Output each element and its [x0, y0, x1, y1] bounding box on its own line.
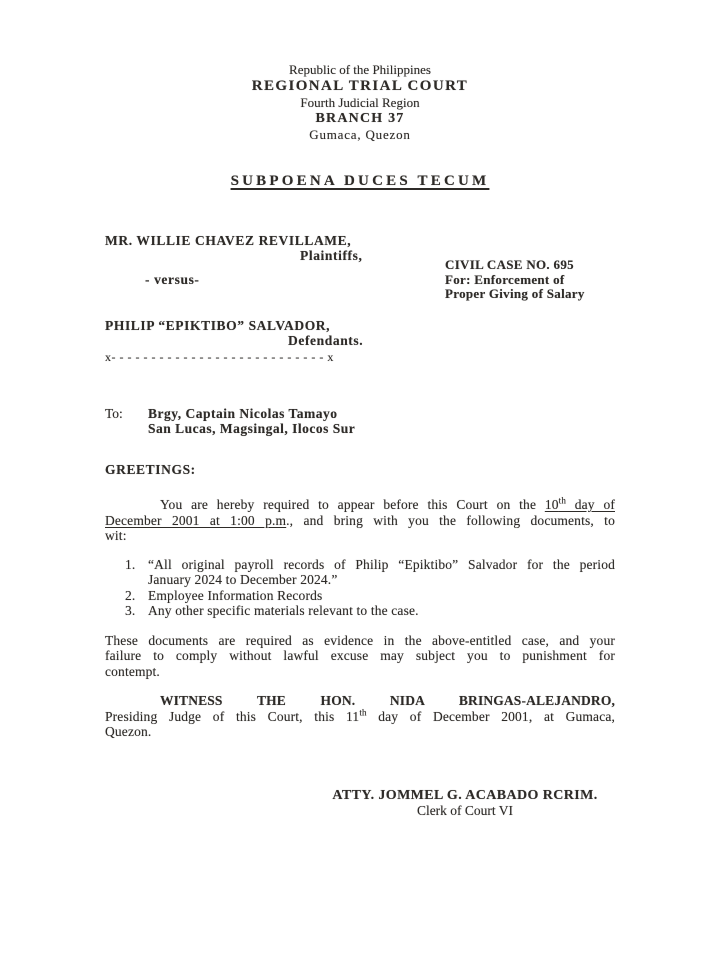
judicial-region-line: Fourth Judicial Region	[300, 95, 420, 110]
list-item-2	[105, 588, 615, 604]
witness-line-2: Presiding Judge of this Court, this 11th day of December 2001, at Gumaca,	[105, 707, 616, 724]
ordinal-superscript: th	[558, 495, 566, 506]
signature-block	[315, 788, 615, 819]
recipient-address	[148, 406, 355, 436]
to-label: To:	[105, 406, 123, 421]
republic-line: Republic of the Philippines	[289, 62, 431, 77]
contempt-paragraph	[105, 633, 615, 680]
defendant-name: PHILIP “EPIKTIBO” SALVADOR,	[105, 318, 331, 333]
witness-judge-name: WITNESS THE HON. NIDA BRINGAS-ALEJANDRO,	[160, 693, 615, 708]
contempt-line-2: failure to comply without lawful excuse may subject you to punishment for	[105, 648, 615, 663]
recipient-name-line: Brgy, Captain Nicolas Tamayo	[148, 406, 338, 421]
versus-label: - versus-	[145, 272, 200, 287]
case-nature-line2: Proper Giving of Salary	[445, 286, 585, 301]
documents-list	[105, 557, 615, 619]
court-location: Gumaca, Quezon	[309, 127, 411, 142]
ordinal-superscript: th	[359, 707, 367, 717]
list-number: 2.	[125, 587, 136, 603]
appearance-line-2: December 2001 at 1:00 p.m., and bring with you the following documents, to	[105, 512, 615, 528]
list-number: 3.	[125, 603, 136, 618]
list-number: 1.	[125, 556, 136, 572]
signatory-title: Clerk of Court VI	[416, 803, 514, 818]
case-info-block	[445, 258, 585, 302]
list-item-1-line-1: “All original payroll records of Philip “Epiktibo” Salvador for the period	[148, 556, 615, 572]
list-item-1	[105, 557, 615, 588]
case-number: CIVIL CASE NO. 695	[445, 257, 574, 272]
list-item-3-line-1: Any other specific materials relevant to the case.	[148, 603, 419, 618]
appearance-paragraph	[105, 497, 615, 544]
list-item-2-line-1: Employee Information Records	[148, 587, 323, 603]
list-item-3	[105, 603, 615, 619]
document-title: SUBPOENA DUCES TECUM	[230, 173, 490, 189]
case-caption	[105, 233, 615, 365]
plaintiff-name: MR. WILLIE CHAVEZ REVILLAME,	[105, 233, 352, 248]
greetings-label: GREETINGS:	[105, 462, 196, 477]
case-nature-line1: For: Enforcement of	[445, 271, 565, 287]
underlined-date-part2: December 2001 at 1:00 p.m	[105, 512, 287, 528]
appearance-line-1: You are hereby required to appear before this Court on the 10th day of	[160, 495, 615, 512]
court-name: REGIONAL TRIAL COURT	[251, 78, 469, 94]
witness-paragraph	[105, 693, 615, 740]
recipient-block	[105, 406, 615, 436]
caption-divider: x- - - - - - - - - - - - - - - - - - - - - - - - - - - x	[105, 350, 334, 364]
signatory-name: ATTY. JOMMEL G. ACABADO RCRIM.	[332, 787, 598, 803]
court-header	[105, 62, 615, 143]
underlined-date-part1: 10th day of	[544, 495, 615, 512]
list-item-1-line-2: January 2024 to December 2024.”	[148, 572, 338, 587]
defendant-role: Defendants.	[288, 333, 364, 348]
witness-line-3: Quezon.	[105, 724, 152, 739]
plaintiff-role: Plaintiffs,	[300, 248, 363, 263]
contempt-line-3: contempt.	[105, 663, 160, 679]
recipient-address-line: San Lucas, Magsingal, Ilocos Sur	[148, 421, 356, 436]
branch-line: BRANCH 37	[315, 111, 405, 126]
appearance-line-3: wit:	[105, 528, 127, 543]
contempt-line-1: These documents are required as evidence in the above-entitled case, and your	[105, 632, 615, 648]
